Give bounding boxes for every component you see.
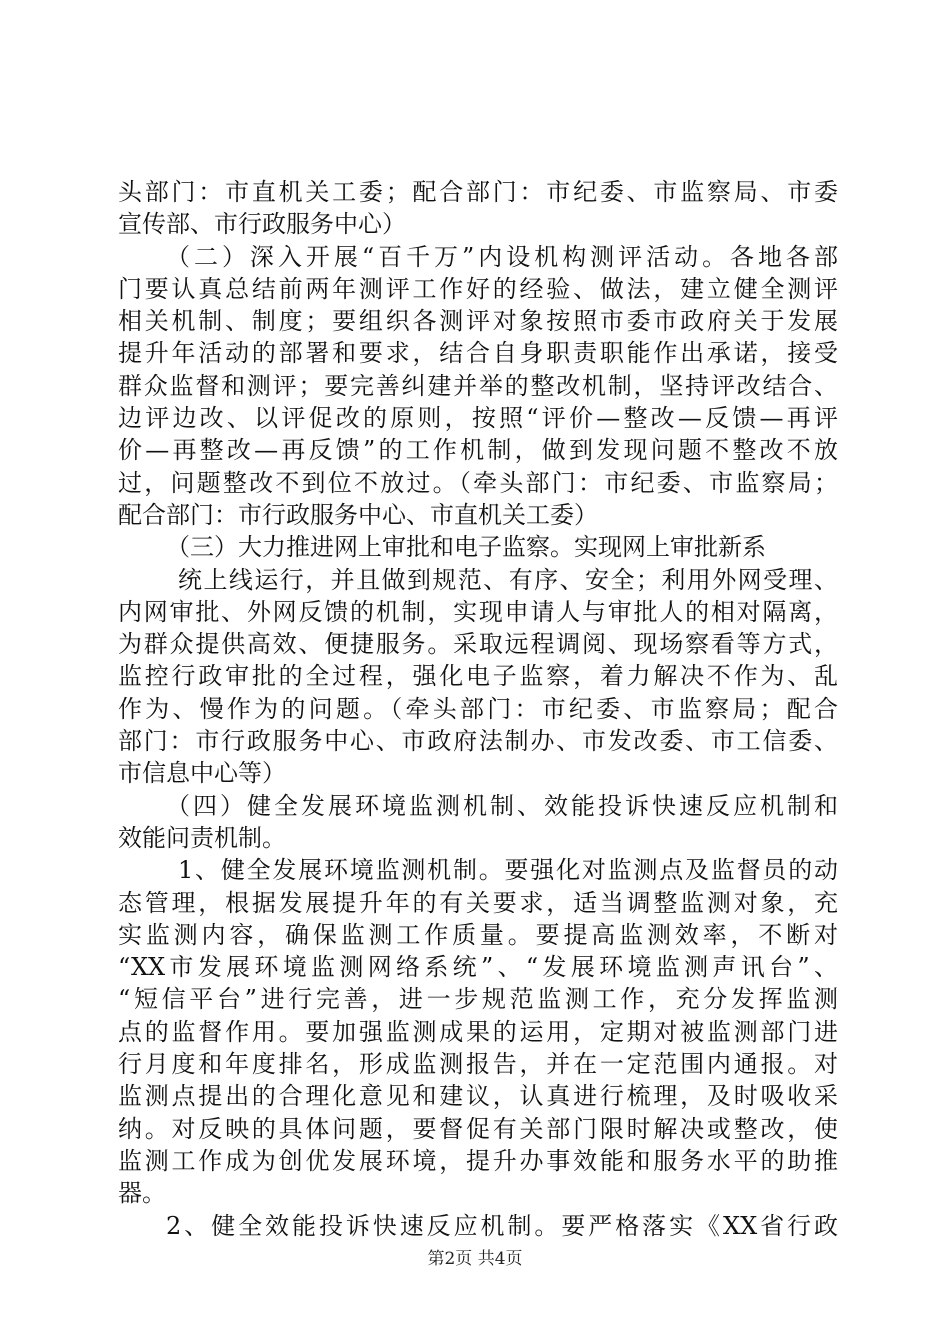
text-line: 价—再整改—再反馈”的工作机制，做到发现问题不整改不放 bbox=[118, 436, 838, 465]
text-line: 配合部门：市行政服务中心、市直机关工委） bbox=[118, 500, 598, 529]
text-line: “XX市发展环境监测网络系统”、“发展环境监测声讯台”、 bbox=[118, 953, 838, 982]
text-line: 相关机制、制度；要组织各测评对象按照市委市政府关于发展 bbox=[118, 307, 838, 336]
text-line: “短信平台”进行完善，进一步规范监测工作，充分发挥监测 bbox=[118, 985, 838, 1014]
text-line: 为群众提供高效、便捷服务。采取远程调阅、现场察看等方式， bbox=[118, 630, 838, 659]
text-line: 统上线运行，并且做到规范、有序、安全；利用外网受理、 bbox=[178, 565, 838, 594]
text-line: （四）健全发展环境监测机制、效能投诉快速反应机制和 bbox=[166, 791, 838, 820]
document-body bbox=[118, 176, 838, 1242]
text-line: 宣传部、市行政服务中心） bbox=[118, 210, 406, 239]
text-line: 纳。对反映的具体问题，要督促有关部门限时解决或整改，使 bbox=[118, 1114, 838, 1143]
text-line: 态管理，根据发展提升年的有关要求，适当调整监测对象，充 bbox=[118, 888, 838, 917]
text-line: 市信息中心等） bbox=[118, 759, 286, 788]
text-line: 效能问责机制。 bbox=[118, 823, 286, 852]
text-line: 监测点提出的合理化意见和建议，认真进行梳理，及时吸收采 bbox=[118, 1082, 838, 1111]
text-line: 提升年活动的部署和要求，结合自身职责职能作出承诺，接受 bbox=[118, 339, 838, 368]
text-line: 过，问题整改不到位不放过。（牵头部门：市纪委、市监察局； bbox=[118, 468, 838, 497]
text-line: 点的监督作用。要加强监测成果的运用，定期对被监测部门进 bbox=[118, 1017, 838, 1046]
text-line: （三）大力推进网上审批和电子监察。实现网上审批新系 bbox=[166, 533, 766, 562]
text-line: 2、健全效能投诉快速反应机制。要严格落实《XX省行政 bbox=[166, 1211, 838, 1240]
text-line: 监控行政审批的全过程，强化电子监察，着力解决不作为、乱 bbox=[118, 662, 838, 691]
page-footer: 第2页 共4页 bbox=[427, 1249, 523, 1269]
text-line: 1、健全发展环境监测机制。要强化对监测点及监督员的动 bbox=[178, 856, 838, 885]
text-line: 部门：市行政服务中心、市政府法制办、市发改委、市工信委、 bbox=[118, 727, 838, 756]
text-line: 器。 bbox=[118, 1179, 166, 1208]
text-line: 门要认真总结前两年测评工作好的经验、做法，建立健全测评 bbox=[118, 274, 838, 303]
text-line: 头部门：市直机关工委；配合部门：市纪委、市监察局、市委 bbox=[118, 178, 838, 206]
text-line: 内网审批、外网反馈的机制，实现申请人与审批人的相对隔离， bbox=[118, 597, 838, 626]
text-line: （二）深入开展“百千万”内设机构测评活动。各地各部 bbox=[166, 242, 838, 271]
text-line: 实监测内容，确保监测工作质量。要提高监测效率，不断对 bbox=[118, 920, 838, 949]
text-line: 监测工作成为创优发展环境，提升办事效能和服务水平的助推 bbox=[118, 1146, 838, 1175]
text-line: 群众监督和测评；要完善纠建并举的整改机制，坚持评改结合、 bbox=[118, 371, 838, 400]
text-line: 作为、慢作为的问题。（牵头部门：市纪委、市监察局；配合 bbox=[118, 694, 838, 723]
text-line: 行月度和年度排名，形成监测报告，并在一定范围内通报。对 bbox=[118, 1050, 838, 1079]
text-line: 边评边改、以评促改的原则，按照“评价—整改—反馈—再评 bbox=[118, 404, 838, 433]
